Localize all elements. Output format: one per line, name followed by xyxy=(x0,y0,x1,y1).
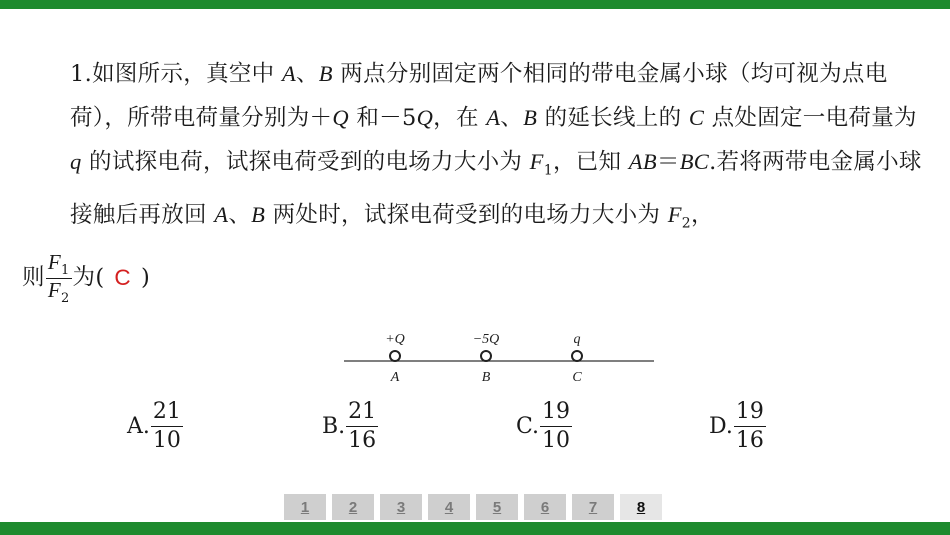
page-link-5[interactable]: 5 xyxy=(476,494,518,520)
page-link-6[interactable]: 6 xyxy=(524,494,566,520)
page-link-4[interactable]: 4 xyxy=(428,494,470,520)
charge-b-ball xyxy=(481,351,491,361)
label-q: q xyxy=(573,332,581,347)
page-navigator xyxy=(284,494,662,520)
option-b[interactable]: B. $\frac{21}{16}$ xyxy=(322,399,377,453)
page-link-3[interactable]: 3 xyxy=(380,494,422,520)
charge-a-ball xyxy=(390,351,400,361)
option-c[interactable]: C. $\frac{19}{10}$ xyxy=(516,399,571,453)
question-number: 1. xyxy=(70,61,93,87)
option-d-fraction: $\frac{19}{16}$ xyxy=(735,399,764,453)
page-link-7[interactable]: 7 xyxy=(572,494,614,520)
label-b: B xyxy=(481,370,491,385)
option-c-fraction: $\frac{19}{10}$ xyxy=(542,399,571,453)
charge-c-ball xyxy=(572,351,582,361)
charge-diagram xyxy=(342,327,658,387)
answer-mark: C xyxy=(114,264,131,290)
option-a-fraction: $\frac{21}{10}$ xyxy=(152,399,181,453)
ratio-fraction: $\frac{F_1}{F_2}$ xyxy=(47,250,70,307)
page-link-8-current[interactable]: 8 xyxy=(620,494,662,520)
question-block: 1.如图所示，真空中 A、B 两点分别固定两个相同的带电金属小球（均可视为点电荷），所带电荷量分别为＋Q 和－5Q，在 A、B 的延长线上的 C 点处固定一电荷量为 q 的试探电荷，试探电荷受到的电场力大小为 $F_1$，已知 AB＝BC.若将两带电金属小球接触后再放回 A、B 两处时，试探电荷受到的电场力大小为 $F_2$， 则 $\frac{F_1}{F_2}$ 为( C ) xyxy=(22,61,922,307)
page-link-2[interactable]: 2 xyxy=(332,494,374,520)
bottom-accent-bar xyxy=(0,522,950,535)
label-minus-5q: −5Q xyxy=(472,332,500,347)
label-plus-q: +Q xyxy=(385,332,405,347)
page-link-1[interactable]: 1 xyxy=(284,494,326,520)
label-c: C xyxy=(572,370,582,385)
option-d[interactable]: D. $\frac{19}{16}$ xyxy=(709,399,764,453)
option-a[interactable]: A. $\frac{21}{10}$ xyxy=(127,399,181,453)
top-accent-bar xyxy=(0,0,950,9)
label-a: A xyxy=(390,370,400,385)
option-b-fraction: $\frac{21}{16}$ xyxy=(348,399,377,453)
